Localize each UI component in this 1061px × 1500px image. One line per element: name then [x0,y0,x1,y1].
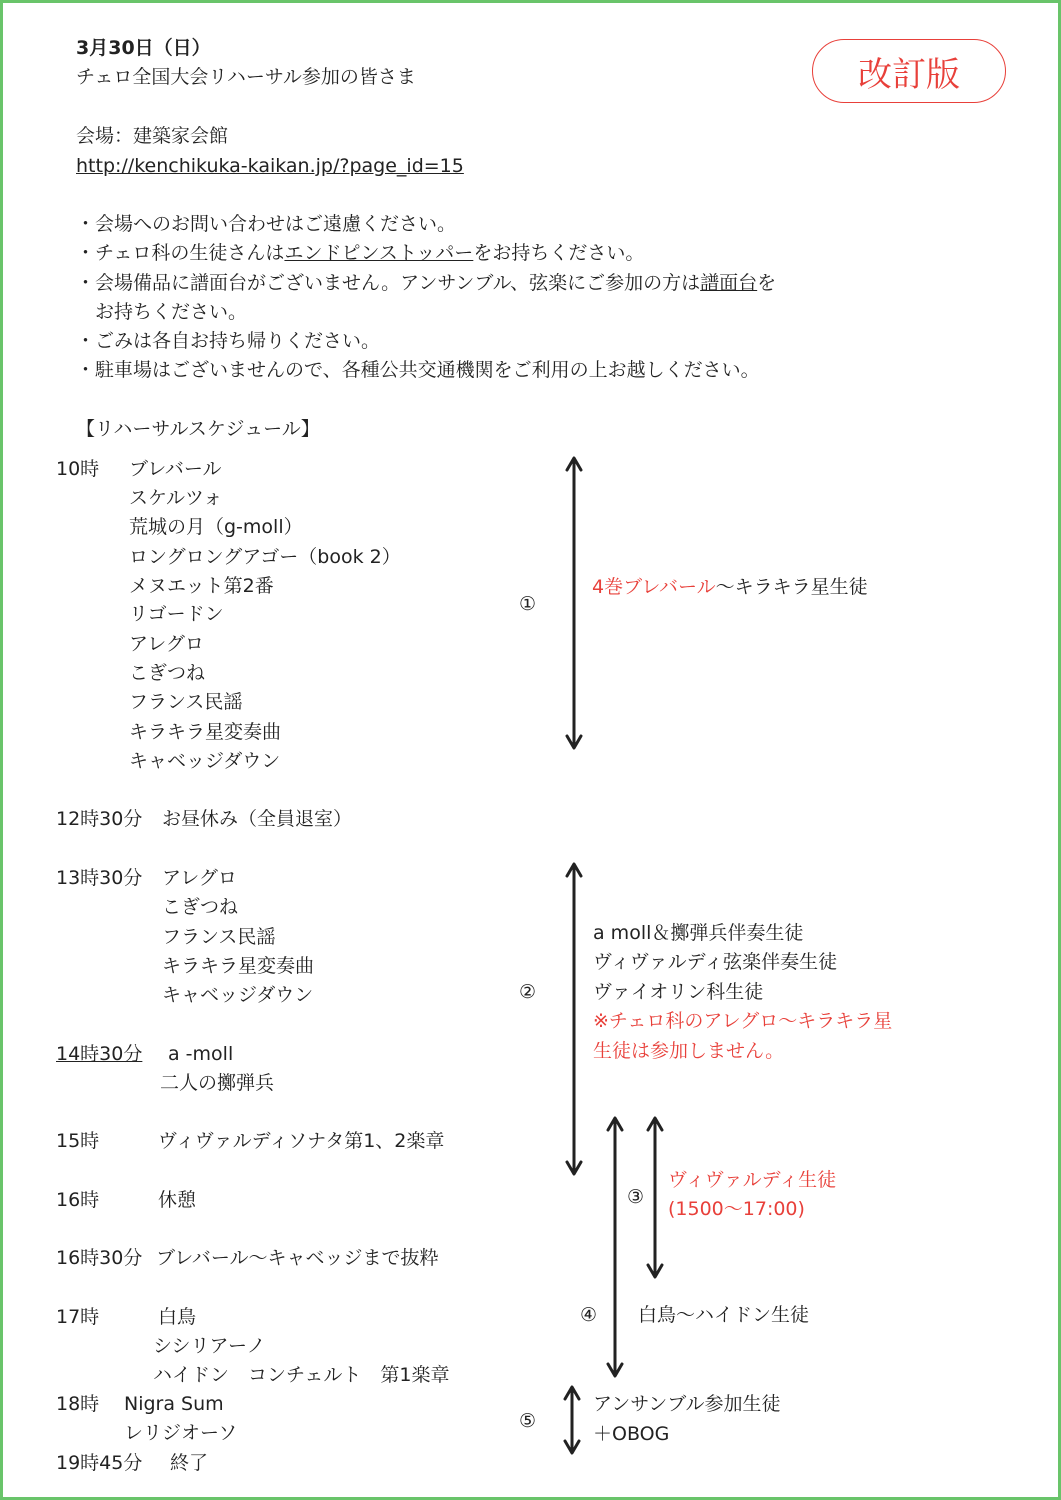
program-item: こぎつね [162,896,239,918]
schedule-heading: 【リハーサルスケジュール】 [76,418,320,440]
program-item: シシリアーノ [153,1335,266,1357]
time-1430: 14時30分 [56,1043,143,1065]
addressee: チェロ全国大会リハーサル参加の皆さま [76,66,416,88]
notice-1: ・会場へのお問い合わせはご遠慮ください。 [76,213,457,235]
program-item: アレグロ [129,633,204,655]
notice-5: ・駐車場はございませんので、各種公共交通機関をご利用の上お越しください。 [76,359,760,381]
group-2-marker: ② [519,981,537,1003]
endpin-stopper-text: エンドピンストッパー [284,242,474,264]
time-1630: 16時30分 [56,1247,143,1269]
group-2-line: a moll＆擲弾兵伴奏生徒 [593,922,804,944]
time-1330: 13時30分 [56,867,143,889]
time-17: 17時 [56,1306,100,1328]
end-label: 終了 [170,1452,209,1474]
program-item: ロングロングアゴー（book 2） [129,546,401,568]
program-item: 二人の擲弾兵 [160,1072,275,1094]
program-item: メヌエット第2番 [129,575,274,597]
group-2-line: ヴィヴァルディ弦楽伴奏生徒 [593,951,838,973]
program-item: キラキラ星変奏曲 [129,721,282,743]
arrow-group-2 [567,864,581,1174]
venue-url-link[interactable]: http://kenchikuka-kaikan.jp/?page_id=15 [76,155,464,177]
group-5-line: アンサンブル参加生徒 [593,1393,781,1415]
program-item: リゴードン [129,603,224,625]
time-15: 15時 [56,1130,100,1152]
program-item: キャベッジダウン [129,750,281,772]
group-2-line: ヴァイオリン科生徒 [593,981,764,1003]
time-16: 16時 [56,1189,100,1211]
program-item: ヴィヴァルディソナタ第1、2楽章 [158,1130,445,1152]
group-3-line: ヴィヴァルディ生徒 [668,1169,837,1191]
group-5-marker: ⑤ [519,1410,537,1432]
notice-3-cont: お持ちください。 [95,301,248,323]
program-item: 荒城の月（g-moll） [129,516,303,538]
group-1-marker: ① [519,593,537,615]
lunch-label: お昼休み（全員退室） [162,808,353,830]
program-item: キャベッジダウン [162,984,314,1006]
arrow-group-4 [608,1118,622,1376]
group-4-marker: ④ [580,1304,598,1326]
group-4-label: 白鳥～ハイドン生徒 [638,1304,810,1326]
program-item: フランス民謡 [162,926,276,948]
program-item: Nigra Sum [124,1393,224,1415]
program-item: ブレバール [129,458,222,480]
program-item: スケルツォ [129,487,223,509]
time-1230: 12時30分 [56,808,143,830]
notice-4: ・ごみは各自お持ち帰りください。 [76,330,381,352]
program-item: アレグロ [162,867,237,889]
revised-badge: 改訂版 [812,39,1006,103]
program-item: こぎつね [129,662,206,684]
program-item: 白鳥 [158,1306,197,1328]
music-stand-text: 譜面台 [700,272,758,294]
program-item: フランス民謡 [129,691,243,713]
group-3-line: (1500～17:00) [668,1198,805,1220]
time-18: 18時 [56,1393,100,1415]
group-1-label: 4巻ブレバール～キラキラ星生徒 [592,576,868,598]
arrow-group-1 [567,458,581,748]
break-label: 休憩 [158,1189,197,1211]
time-10: 10時 [56,458,100,480]
arrow-group-5 [565,1387,579,1453]
program-item: レリジオーソ [124,1422,238,1444]
group-2-note: ※チェロ科のアレグロ～キラキラ星 [593,1010,893,1032]
arrow-group-3 [648,1118,662,1277]
group-5-line: ＋OBOG [593,1423,670,1445]
date-heading: 3月30日（日） [76,37,211,59]
program-item: キラキラ星変奏曲 [162,955,315,977]
program-item: ブレバール～キャベッジまで抜粋 [156,1247,439,1269]
group-3-marker: ③ [627,1186,645,1208]
group-2-note: 生徒は参加しません。 [593,1040,785,1062]
program-item: ハイドン コンチェルト 第1楽章 [153,1364,450,1386]
time-1945: 19時45分 [56,1452,143,1474]
venue: 会場：建築家会館 [76,125,229,147]
notice-3: ・会場備品に譜面台がございません。アンサンブル、弦楽にご参加の方は譜面台を [76,272,777,294]
notice-2: ・チェロ科の生徒さんはエンドピンストッパーをお持ちください。 [76,242,645,264]
program-item: a -moll [168,1043,234,1065]
